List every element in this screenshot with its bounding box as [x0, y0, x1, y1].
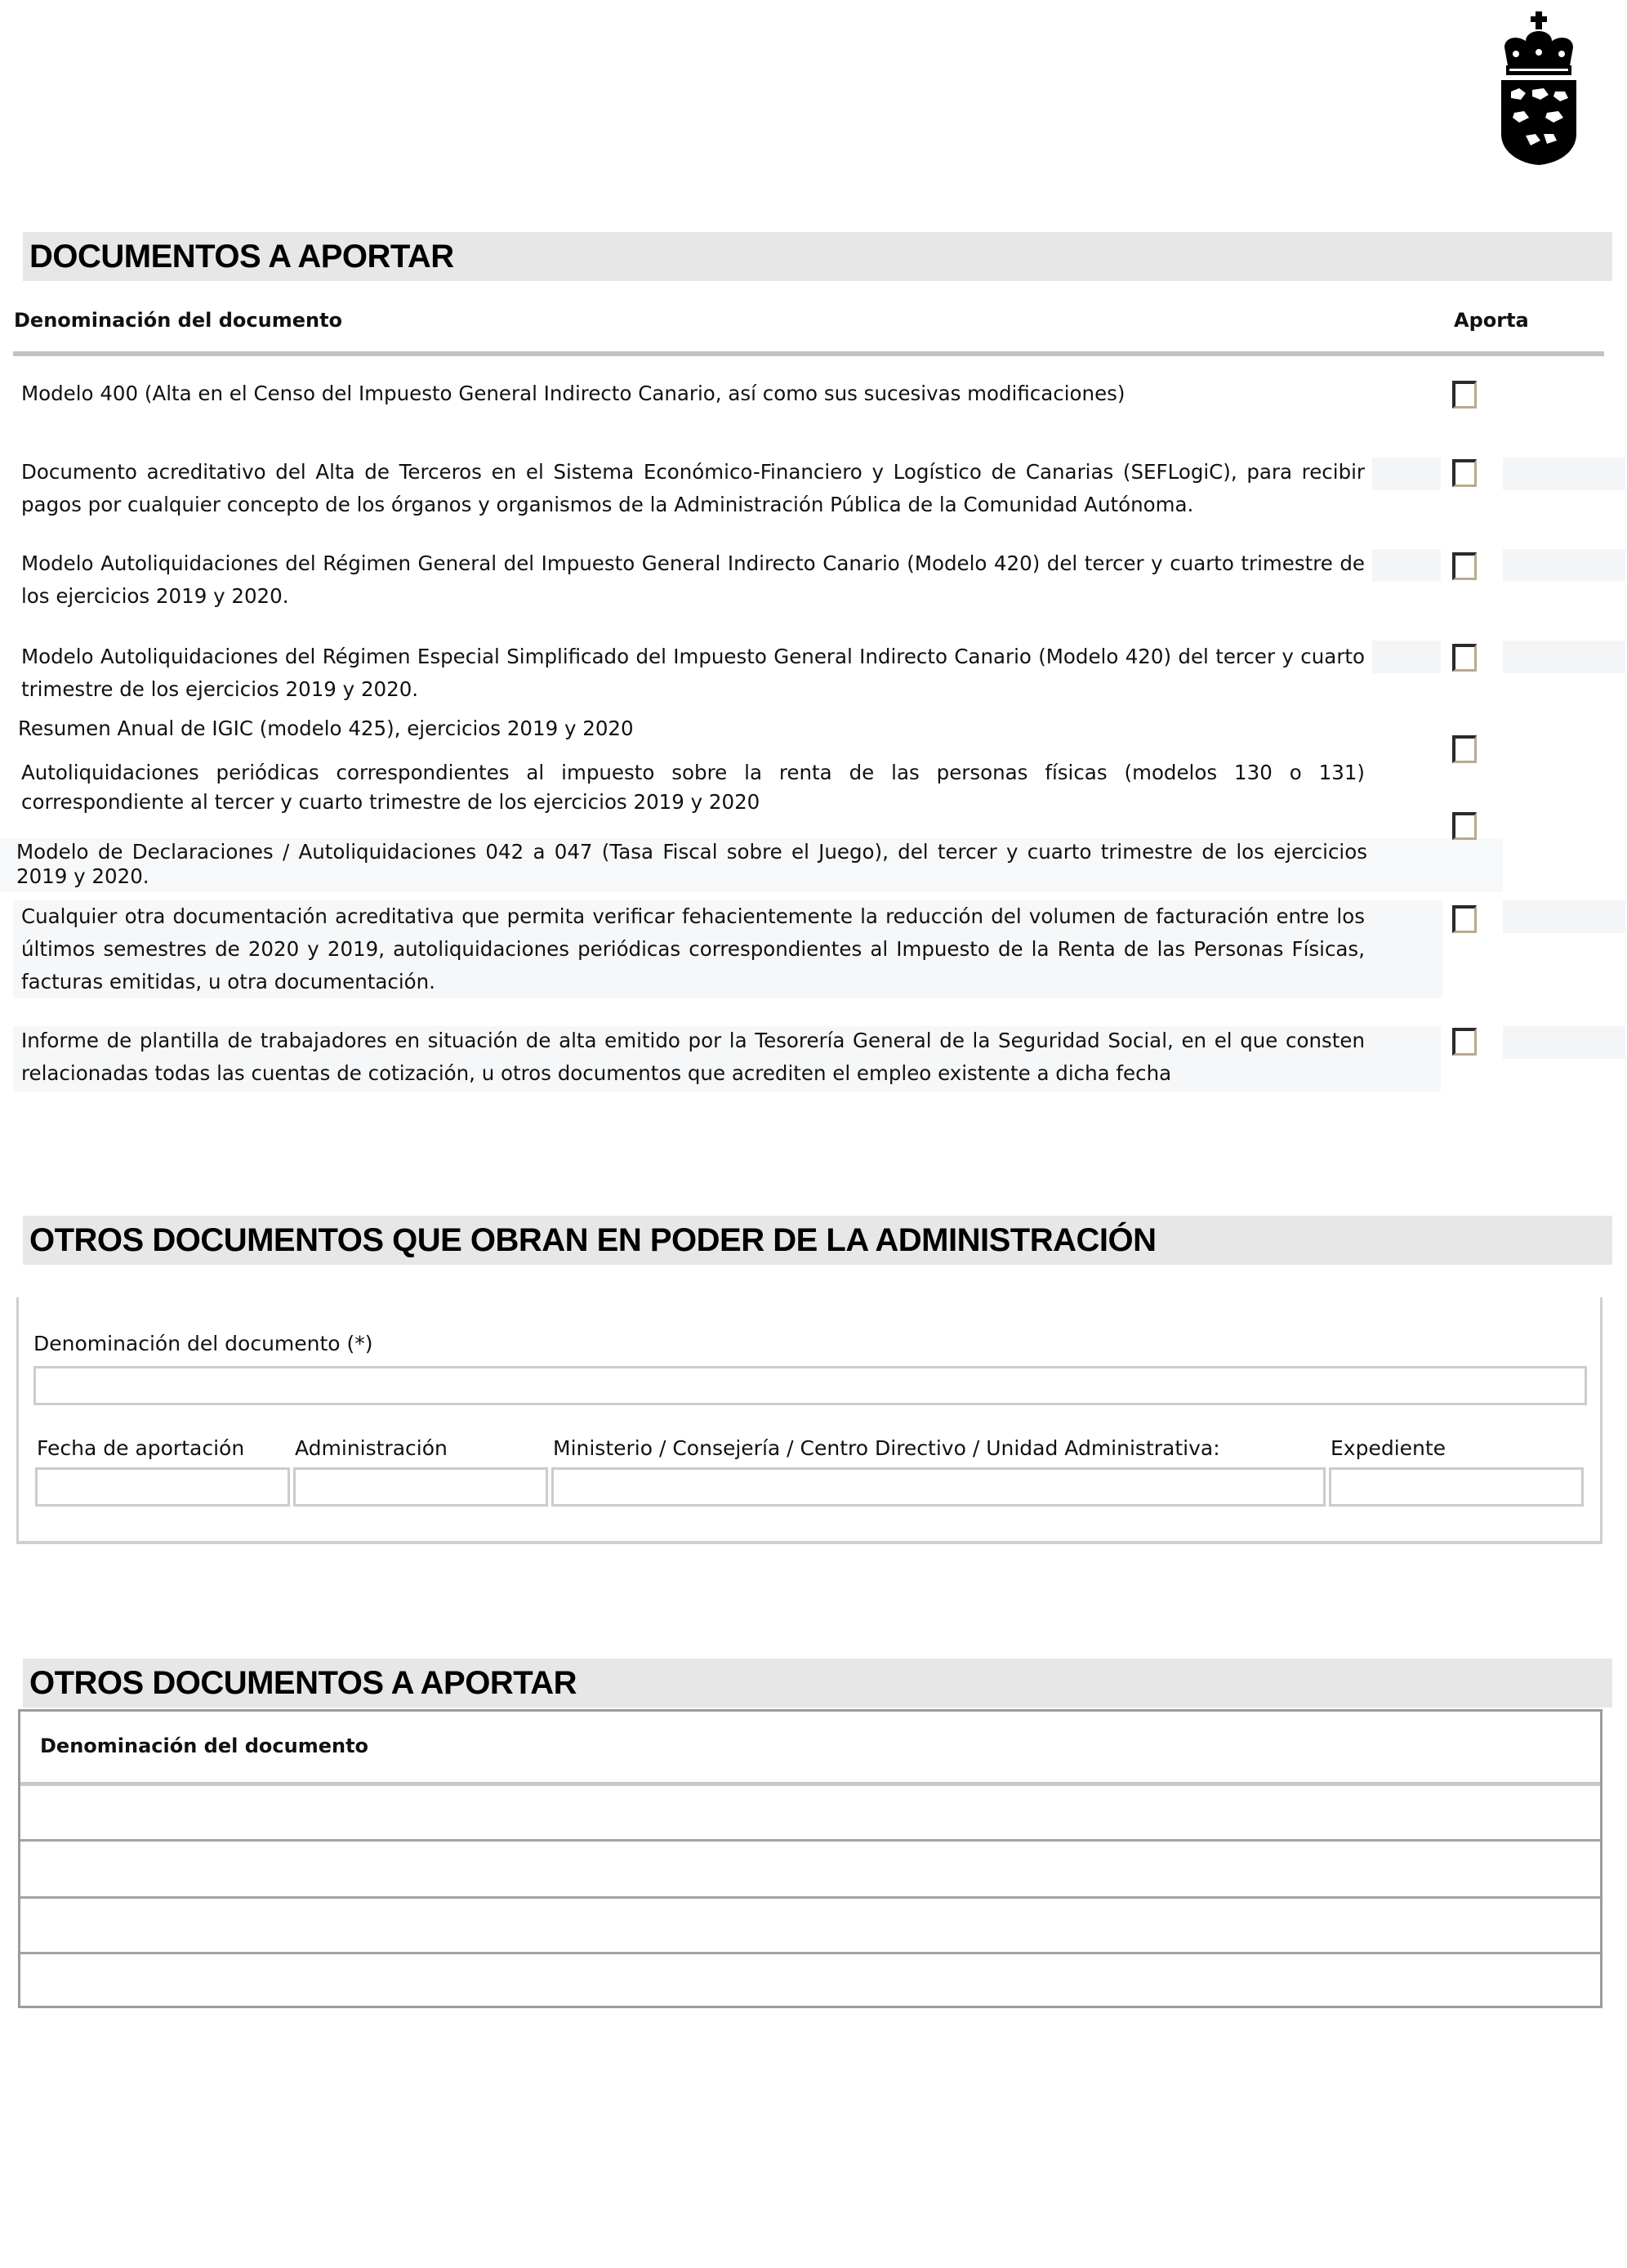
row-shade [1503, 900, 1625, 933]
denominacion-label: Denominación del documento (*) [33, 1332, 373, 1355]
document-label: Resumen Anual de IGIC (modelo 425), ejercicios 2019 y 2020 [18, 717, 634, 740]
aporta-checkbox[interactable] [1452, 644, 1477, 672]
document-label: Modelo Autoliquidaciones del Régimen Especial Simplificado del Impuesto General Indirecto Canario (Modelo 420) del tercer y cuarto trimestre de los ejercicios 2019 y 2020. [21, 645, 1365, 701]
aporta-checkbox[interactable] [1452, 381, 1477, 409]
ministerio-label: Ministerio / Consejería / Centro Directivo / Unidad Administrativa: [553, 1436, 1220, 1460]
table-row[interactable] [20, 1786, 1600, 1839]
aporta-checkbox[interactable] [1452, 735, 1477, 763]
row-shade [1503, 1026, 1625, 1059]
section-title: DOCUMENTOS A APORTAR [29, 239, 454, 275]
document-label: Modelo Autoliquidaciones del Régimen General del Impuesto General Indirecto Canario (Modelo 420) del tercer y cuarto trimestre de los ejercicios 2019 y 2020. [21, 551, 1365, 608]
aporta-checkbox[interactable] [1452, 459, 1477, 487]
document-label: Modelo 400 (Alta en el Censo del Impuesto General Indirecto Canario, así como sus sucesivas modificaciones) [21, 382, 1126, 405]
document-label: Documento acreditativo del Alta de Terceros en el Sistema Económico-Financiero y Logístico de Canarias (SEFLogiC), para recibir pagos por cualquier concepto de los órganos y organismos de la Administración Pública de la Comunidad Autónoma. [21, 460, 1365, 516]
otros-poder-panel [16, 1297, 1602, 1544]
fecha-label: Fecha de aportación [37, 1436, 245, 1460]
expediente-field[interactable] [1329, 1467, 1584, 1507]
section-title: OTROS DOCUMENTOS QUE OBRAN EN PODER DE LA ADMINISTRACIÓN [29, 1222, 1157, 1258]
document-label: Autoliquidaciones periódicas correspondientes al impuesto sobre la renta de las personas físicas (modelos 130 o 131) correspondiente al tercer y cuarto trimestre de los ejercicios 2019 y 2020 [21, 761, 1365, 814]
section-documentos-aportar [23, 232, 1612, 281]
row-shade [1372, 641, 1441, 673]
aporta-checkbox[interactable] [1452, 1028, 1477, 1056]
column-header-denominacion: Denominación del documento [14, 309, 343, 332]
section-otros-poder [23, 1216, 1612, 1265]
expediente-label: Expediente [1331, 1436, 1446, 1460]
document-label: Cualquier otra documentación acreditativa que permita verificar fehacientemente la reducción del volumen de facturación entre los últimos semestres de 2020 y 2019, autoliquidaciones periódicas correspondientes al Impuesto de la Renta de las Personas Físicas, facturas emitidas, u otra documentación. [21, 904, 1365, 993]
row-shade [1503, 641, 1625, 673]
row-shade [1503, 549, 1625, 582]
column-header-denominacion: Denominación del documento [40, 1734, 369, 1757]
row-shade [1372, 458, 1441, 490]
document-label: Informe de plantilla de trabajadores en situación de alta emitido por la Tesorería General de la Seguridad Social, en el que consten relacionadas todas las cuentas de cotización, u otros documentos que acrediten el empleo existente a dicha fecha [21, 1029, 1365, 1085]
table-row[interactable] [20, 1954, 1600, 2006]
section-otros-aportar [23, 1659, 1612, 1708]
ministerio-field[interactable] [551, 1467, 1326, 1507]
denominacion-field[interactable] [33, 1366, 1587, 1405]
aporta-checkbox[interactable] [1452, 905, 1477, 933]
aporta-checkbox[interactable] [1452, 812, 1477, 840]
administracion-field[interactable] [293, 1467, 548, 1507]
section-title: OTROS DOCUMENTOS A APORTAR [29, 1665, 577, 1701]
document-label: Modelo de Declaraciones / Autoliquidaciones 042 a 047 (Tasa Fiscal sobre el Juego), del tercer y cuarto trimestre de los ejercicios 2019 y 2020. [16, 840, 1367, 888]
crest-icon [1496, 11, 1581, 167]
row-shade [1503, 458, 1625, 490]
table-row[interactable] [20, 1899, 1600, 1952]
column-header-aporta: Aporta [1454, 309, 1529, 332]
header-divider [13, 351, 1604, 356]
otros-documentos-table [18, 1709, 1602, 2008]
administracion-label: Administración [295, 1436, 448, 1460]
table-row[interactable] [20, 1842, 1600, 1896]
fecha-field[interactable] [35, 1467, 290, 1507]
aporta-checkbox[interactable] [1452, 552, 1477, 580]
row-shade [1372, 549, 1441, 582]
